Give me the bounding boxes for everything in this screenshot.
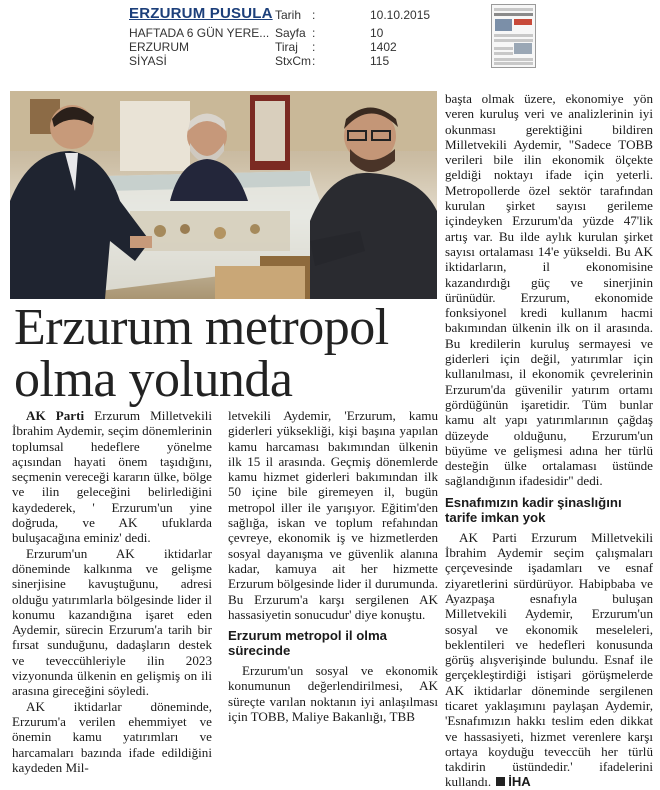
edition-label: HAFTADA 6 GÜN YERE... — [129, 26, 270, 40]
paragraph: Erzurum'un sosyal ve ekonomik konumunun değerlendirilmesi, AK süreçte varılan noktanın iyi anlaşılması için TOBB, Maliye Bakanlığı, TBB — [228, 663, 438, 725]
article-column-3 — [445, 91, 653, 790]
article-column-1 — [12, 408, 212, 775]
page-value: 10 — [370, 26, 384, 40]
lead-in: AK Parti — [26, 408, 85, 423]
circulation-value: 1402 — [370, 40, 397, 54]
paragraph: AK Parti Erzurum Milletvekili İbrahim Aydemir seçim çalışmaları çerçevesinde işadamları ve esnaf ziyaretlerini sürdürüyor. Habipbaba ve Ayazpaşa esnafıyla buluşan Milletvekili Aydemir, Erzurum'un sosyal ve ekonomik meseleleri, beklentileri ve hedefleri konusunda görüş alışverişinde bulundu. Esnaf ile gerçekleştirdiği istişari görüşmelerde AK iktidarlar döneminde sergilenen ticaret yaklaşımını paylaşan Aydemir, 'Esnafımızın hakkı teslim eden dikkat ve hassasiyeti, hizmet verenlere karşı ortaya koyduğu teveccüh her türlü takdirin üstündedir.' ifadelerini kullandı. İHA — [445, 529, 653, 790]
circulation-field-label: Tiraj — [275, 40, 298, 54]
stxcm-field-label: StxCm — [275, 54, 311, 68]
headline-line-2: olma yolunda — [14, 351, 293, 408]
headline-line-1: Erzurum metropol — [14, 299, 389, 356]
colon: : — [312, 40, 316, 54]
colon: : — [312, 8, 316, 22]
date-field-label: Tarih — [275, 8, 302, 22]
agency-square-icon — [496, 777, 505, 786]
page-thumbnail — [491, 4, 536, 68]
article-photo — [10, 91, 437, 299]
headline — [14, 299, 444, 408]
publication-name: ERZURUM PUSULA — [129, 5, 273, 22]
colon: : — [312, 54, 316, 68]
colon: : — [312, 26, 316, 40]
section-label: SİYASİ — [129, 54, 167, 68]
paragraph: başta olmak üzere, ekonomiye yön veren kuruluş veri ve analizlerinin iyi okunması gerektiğini bildiren Milletvekili Aydemir, "Sadece TOBB verileri bile ilin ekonomik ölçekte geldiği noktayı ifade için yeterli. Metropollerde özel sektör tarafından kurulan şirket sayısı gerileme içindeyken Erzurum'da yüzde 47'lik artış var. Bu ilde aylık kurulan şirket sayısı ortalaması 14'e yükseldi. Bu AK iktidarların, il ekonomisine kazandırdığı güç ve sinerjinin ürünüdür. Erzurum, ekonomide fonksiyonel kredi kullanım hacmi bakımından ülkenin ilk on il arasında. Bu kredilerin kuruluş sermayesi ve giderleri için değil, yatırımlar için kullanılması, il ekonomik çevrelerinin Erzurum'da güvenilir yatırım ortamı gördüğünün işaretidir. Tüm bunlar kamu alt yapı yatırımlarının çağdaş düzeyde olduğunu, Erzurum'un büyüme ve gelişmesi adına her türlü desteğin ülke ortalaması üstünde sağlandığının ifadesidir" dedi. — [445, 91, 653, 489]
subheading: Erzurum metropol il olma sürecinde — [228, 628, 388, 659]
stxcm-value: 115 — [370, 54, 390, 68]
page-field-label: Sayfa — [275, 26, 306, 40]
clipping-metadata — [0, 0, 660, 90]
date-value: 10.10.2015 — [370, 8, 431, 22]
agency-credit: İHA — [508, 774, 531, 790]
paragraph: AK Parti Erzurum Milletvekili İbrahim Aydemir, seçim dönemlerinin toplumsal hedeflere yönelme açısından hayati önem taşıdığını, seçmenin vereceği kararın ülke, bölge ve ilin geleceğini belirlediğini kaydederek, ' Erzurum'un yine doğruda, ve AK ufuklarda buluşacağına eminiz' dedi. — [12, 408, 212, 546]
paragraph: AK iktidarlar döneminde, Erzurum'a verilen ehemmiyet ve önemin kamu yatırımları ve harcamaları bazında ifade edildiğini kaydeden Mil- — [12, 698, 212, 775]
city-label: ERZURUM — [129, 40, 189, 54]
paragraph: letvekili Aydemir, 'Erzurum, kamu giderleri yüksekliği, kişi başına yapılan kamu harcaması bakımından ülkenin ilk 15 il arasında. Geçmiş dönemlerde kamu hizmet giderleri bakımından ilk 50 içine bile giremeyen il, bugün metropol iller ile yarışıyor. Eğitim'den sağlığa, iskan ve toplum refahından çevreye, ekonomik iş ve hizmetlerden sosyal dayanışma ve güvenlik alanına kadar, kamuya ait her hizmette Erzurum bölgesinde lider il durumunda. Bu Erzurum'a karşı sergilenen AK hassasiyetin sonucudur' diye konuştu. — [228, 408, 438, 622]
paragraph: Erzurum'un AK iktidarlar döneminde kalkınma ve gelişme sinerjisine kavuştuğunu, adresi olduğu yatırımlarla bölgesinde lider il konumu kazandığına işaret eden Aydemir, sürecin Erzurum'a tarih bir fırsat sunduğunu, dadaşların destek ve teveccühleriyle ilin 2023 vizyonunda ülkenin en gelişmiş on ili arasına gireceğini söyledi. — [12, 545, 212, 699]
article-column-2 — [228, 408, 438, 724]
subheading: Esnafımızın kadir şinaslığını tarife imkan yok — [445, 494, 622, 525]
